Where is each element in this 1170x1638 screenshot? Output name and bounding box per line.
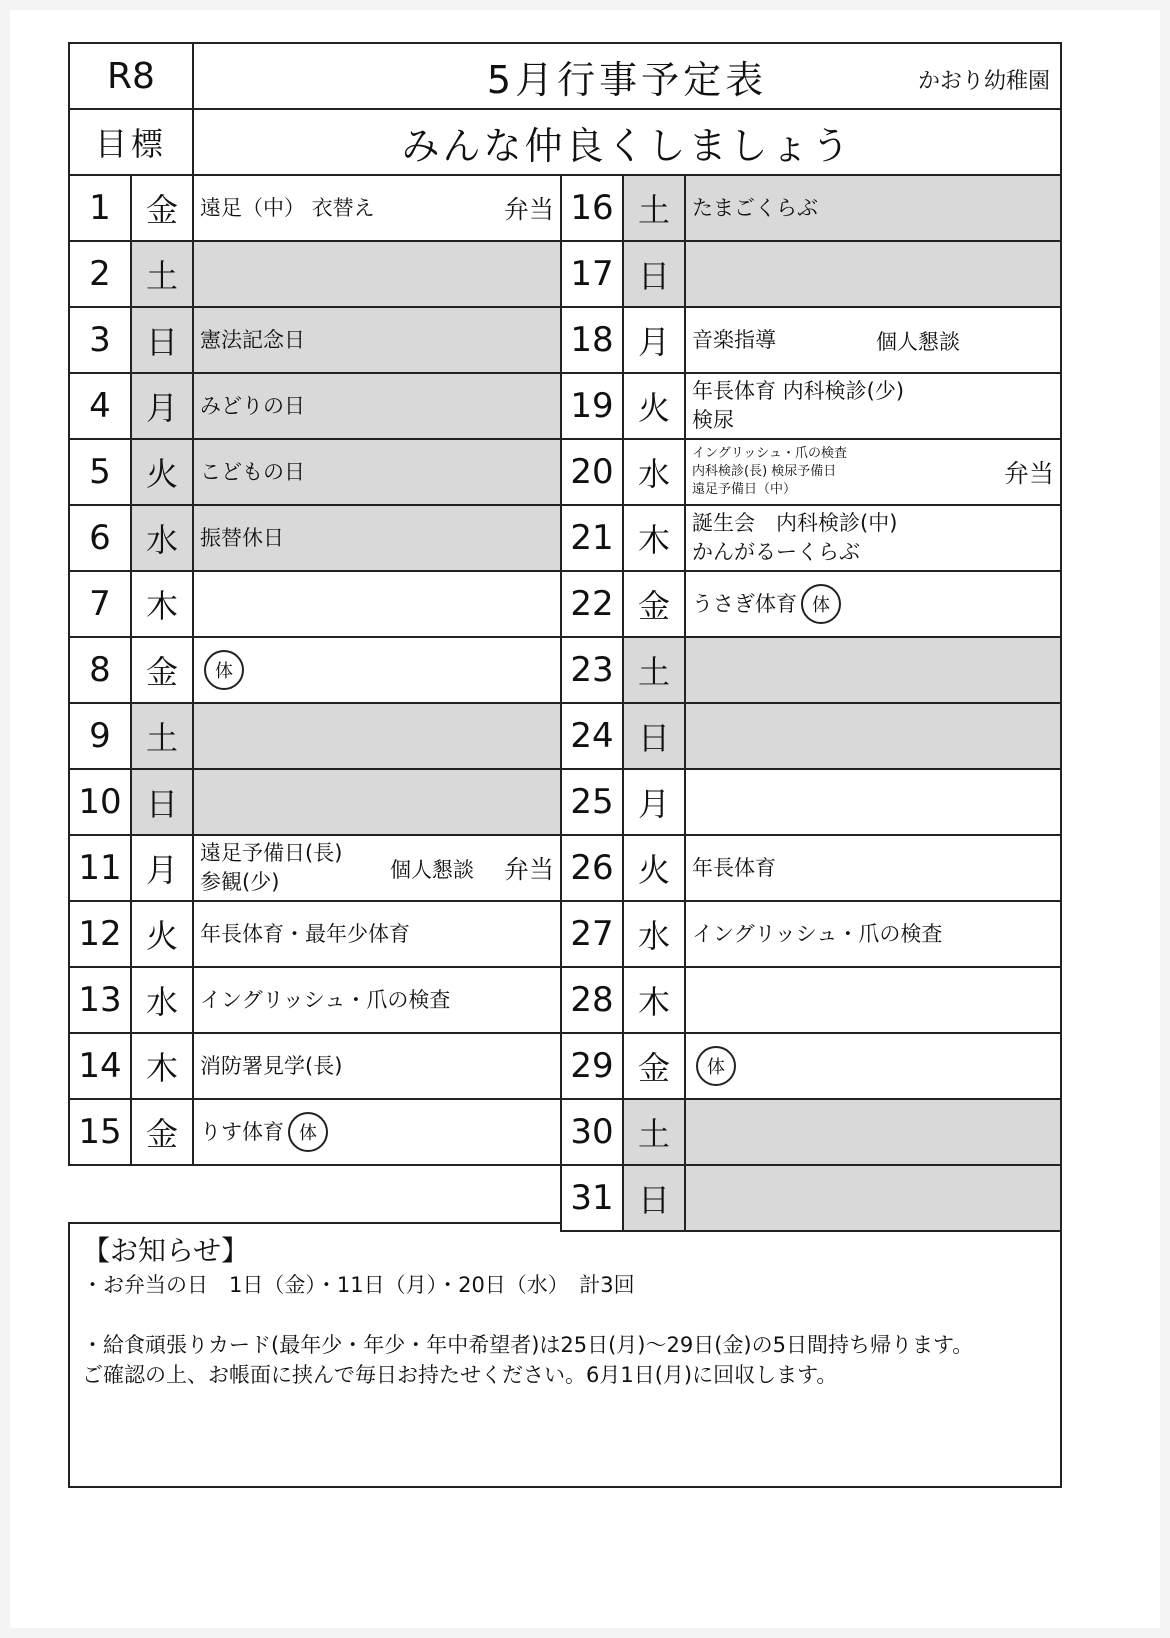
event-text: 年長体育・最年少体育	[200, 921, 410, 946]
weekday-cell	[622, 900, 686, 968]
weekday: 土	[145, 257, 178, 295]
weekday: 月	[145, 851, 178, 889]
day-number: 24	[570, 716, 614, 756]
page-title: 5月行事予定表	[486, 57, 768, 102]
event-line	[200, 986, 450, 1015]
event-line	[200, 194, 375, 223]
event-cell	[192, 174, 562, 242]
weekday: 土	[637, 191, 670, 229]
event-cell	[684, 504, 1062, 572]
day-number-cell	[560, 306, 624, 374]
weekday: 金	[637, 1049, 670, 1087]
weekday: 日	[637, 1181, 670, 1219]
day-number: 26	[570, 848, 614, 888]
weekday: 木	[637, 521, 670, 559]
event-line	[200, 839, 342, 868]
day-number: 19	[570, 386, 614, 426]
weekday: 金	[145, 653, 178, 691]
day-number-cell	[68, 504, 132, 572]
interview-label: 個人懇談	[390, 858, 474, 882]
event-line	[692, 377, 904, 406]
day-number: 27	[570, 914, 614, 954]
day-number: 21	[570, 518, 614, 558]
day-number-cell	[560, 768, 624, 836]
event-content	[200, 326, 305, 355]
event-text: りす体育	[200, 1119, 284, 1144]
day-number-cell	[560, 1032, 624, 1100]
day-number: 17	[570, 254, 614, 294]
day-number-cell	[68, 768, 132, 836]
event-text-2: かんがるーくらぶ	[692, 540, 860, 564]
day-number-cell	[68, 702, 132, 770]
event-line	[200, 392, 305, 421]
goal-text: みんな仲良くしましょう	[192, 108, 1062, 176]
event-text: イングリッシュ・爪の検査	[200, 987, 451, 1012]
event-text: 誕生会 内科検診(中)	[692, 511, 898, 535]
event-cell	[684, 768, 1062, 836]
weekday-cell	[622, 372, 686, 440]
event-cell	[684, 1032, 1062, 1100]
event-cell	[684, 438, 1062, 506]
event-cell	[684, 900, 1062, 968]
day-number-cell	[68, 240, 132, 308]
event-small-1: イングリッシュ・爪の検査	[692, 446, 847, 461]
event-content	[200, 986, 450, 1015]
day-number: 8	[89, 650, 111, 690]
weekday-cell	[130, 636, 194, 704]
event-cell	[684, 174, 1062, 242]
lunch-label: 弁当	[503, 195, 554, 224]
event-cell	[192, 1032, 562, 1100]
notice-line-3: ご確認の上、お帳面に挟んで毎日お持たせください。6月1日(月)に回収します。	[82, 1363, 838, 1387]
weekday: 木	[145, 1049, 178, 1087]
event-cell	[684, 1164, 1062, 1232]
day-number: 22	[570, 584, 614, 624]
event-cell	[192, 834, 562, 902]
day-number: 9	[89, 716, 111, 756]
event-cell	[192, 240, 562, 308]
notice-line-2: ・給食頑張りカード(最年少・年少・年中希望者)は25日(月)〜29日(金)の5日間持ち帰ります。	[82, 1333, 974, 1357]
event-cell	[684, 966, 1062, 1034]
day-number: 12	[78, 914, 122, 954]
weekday: 月	[637, 323, 670, 361]
weekday-cell	[622, 438, 686, 506]
day-number-cell	[560, 900, 624, 968]
event-text-2: 検尿	[692, 408, 734, 432]
day-number: 10	[78, 782, 122, 822]
event-text: みどりの日	[200, 393, 305, 418]
day-number-cell	[560, 570, 624, 638]
weekday: 金	[145, 191, 178, 229]
day-number: 4	[89, 386, 111, 426]
weekday: 月	[145, 389, 178, 427]
goal-label: 目標	[68, 108, 194, 176]
day-number-cell	[68, 570, 132, 638]
weekday: 水	[145, 521, 178, 559]
event-line	[692, 1046, 736, 1086]
day-number: 3	[89, 320, 111, 360]
day-number-cell	[68, 372, 132, 440]
event-line	[200, 920, 410, 949]
day-number: 6	[89, 518, 111, 558]
year-label: R8	[68, 42, 194, 110]
day-number-cell	[560, 438, 624, 506]
day-number: 28	[570, 980, 614, 1020]
weekday: 金	[637, 587, 670, 625]
event-line	[692, 326, 776, 355]
event-content	[692, 920, 942, 949]
event-line	[200, 1052, 342, 1081]
event-content	[692, 326, 776, 355]
weekday-cell	[130, 174, 194, 242]
weekday: 日	[145, 785, 178, 823]
weekday-cell	[130, 240, 194, 308]
weekday: 日	[637, 257, 670, 295]
event-small-2: 内科検診(長) 検尿予備日	[692, 464, 837, 479]
weekday: 月	[637, 785, 670, 823]
day-number: 29	[570, 1046, 614, 1086]
day-number-cell	[560, 174, 624, 242]
event-content	[200, 392, 305, 421]
event-text: 振替休日	[200, 525, 284, 550]
notice-line-1: ・お弁当の日 1日（金）・11日（月）・20日（水） 計3回	[82, 1273, 635, 1297]
event-small-3: 遠足予備日（中）	[692, 482, 797, 497]
weekday-cell	[622, 306, 686, 374]
event-cell	[192, 900, 562, 968]
event-content	[200, 920, 410, 949]
event-content	[200, 839, 342, 897]
day-number-cell	[68, 834, 132, 902]
day-number-cell	[68, 438, 132, 506]
event-cell	[192, 702, 562, 770]
weekday-cell	[622, 570, 686, 638]
event-cell	[192, 636, 562, 704]
weekday-cell	[130, 1032, 194, 1100]
event-line	[200, 1112, 328, 1152]
day-number: 14	[78, 1046, 122, 1086]
event-cell	[684, 636, 1062, 704]
weekday-cell	[622, 966, 686, 1034]
weekday: 日	[145, 323, 178, 361]
day-number: 2	[89, 254, 111, 294]
event-cell	[684, 1098, 1062, 1166]
day-number: 7	[89, 584, 111, 624]
event-line	[692, 920, 942, 949]
event-cell	[192, 966, 562, 1034]
day-number: 31	[570, 1178, 614, 1218]
day-number-cell	[68, 900, 132, 968]
event-cell	[192, 306, 562, 374]
weekday-cell	[622, 174, 686, 242]
weekday-cell	[622, 1098, 686, 1166]
weekday-cell	[130, 900, 194, 968]
weekday-cell	[622, 768, 686, 836]
weekday-cell	[130, 1098, 194, 1166]
weekday-cell	[622, 1032, 686, 1100]
weekday: 金	[145, 1115, 178, 1153]
event-line	[692, 854, 776, 883]
day-number-cell	[68, 966, 132, 1034]
notice-box	[68, 1222, 1062, 1488]
weekday: 水	[637, 917, 670, 955]
gym-badge: 体	[204, 650, 244, 690]
weekday-cell	[622, 504, 686, 572]
weekday: 火	[637, 389, 670, 427]
day-number-cell	[560, 504, 624, 572]
interview-label: 個人懇談	[876, 330, 960, 354]
weekday: 水	[145, 983, 178, 1021]
event-text: イングリッシュ・爪の検査	[692, 921, 943, 946]
event-content	[692, 194, 818, 223]
event-text: うさぎ体育	[692, 591, 797, 616]
title-cell	[192, 42, 1062, 110]
event-text: たまごくらぶ	[692, 195, 818, 220]
day-number: 23	[570, 650, 614, 690]
day-number-cell	[68, 1098, 132, 1166]
weekday-cell	[130, 504, 194, 572]
event-content	[692, 584, 841, 624]
day-number-cell	[560, 834, 624, 902]
weekday: 木	[145, 587, 178, 625]
event-cell	[684, 306, 1062, 374]
event-cell	[684, 372, 1062, 440]
event-content	[200, 1112, 328, 1152]
event-text: 遠足予備日(長)	[200, 841, 343, 865]
day-number-cell	[560, 1164, 624, 1232]
day-number: 16	[570, 188, 614, 228]
event-text: こどもの日	[200, 459, 305, 484]
day-number-cell	[68, 306, 132, 374]
event-text: 遠足（中） 衣替え	[200, 195, 375, 220]
event-cell	[192, 768, 562, 836]
event-line	[200, 650, 244, 690]
weekday: 火	[637, 851, 670, 889]
weekday: 土	[637, 653, 670, 691]
event-content	[200, 650, 244, 690]
day-number: 11	[78, 848, 122, 888]
event-cell	[192, 504, 562, 572]
school-name: かおり幼稚園	[917, 69, 1050, 94]
day-number-cell	[560, 702, 624, 770]
weekday: 土	[145, 719, 178, 757]
event-cell	[684, 240, 1062, 308]
day-number-cell	[560, 966, 624, 1034]
weekday-cell	[130, 834, 194, 902]
event-line	[692, 194, 818, 223]
weekday-cell	[622, 636, 686, 704]
day-number: 20	[570, 452, 614, 492]
event-content	[692, 1046, 736, 1086]
weekday-cell	[130, 372, 194, 440]
day-number: 1	[89, 188, 111, 228]
gym-badge: 体	[801, 584, 841, 624]
day-number-cell	[560, 372, 624, 440]
weekday-cell	[130, 438, 194, 506]
event-cell	[684, 570, 1062, 638]
weekday-cell	[130, 768, 194, 836]
weekday-cell	[622, 1164, 686, 1232]
event-content	[692, 854, 776, 883]
event-text: 消防署見学(長)	[200, 1053, 343, 1078]
event-cell	[684, 834, 1062, 902]
event-content	[692, 509, 897, 567]
event-text: 音楽指導	[692, 327, 776, 352]
day-number-cell	[68, 174, 132, 242]
weekday: 木	[637, 983, 670, 1021]
day-number: 13	[78, 980, 122, 1020]
day-number: 5	[89, 452, 111, 492]
event-line	[692, 584, 841, 624]
day-number: 15	[78, 1112, 122, 1152]
event-cell	[192, 1098, 562, 1166]
weekday: 火	[145, 455, 178, 493]
event-text-2: 参観(少)	[200, 870, 280, 894]
event-content	[200, 194, 375, 223]
lunch-label: 弁当	[1003, 459, 1054, 488]
event-line	[200, 524, 284, 553]
weekday-cell	[622, 702, 686, 770]
event-text: 憲法記念日	[200, 327, 305, 352]
event-cell	[192, 372, 562, 440]
gym-badge: 体	[696, 1046, 736, 1086]
day-number-cell	[560, 240, 624, 308]
event-content	[692, 445, 847, 499]
schedule-sheet	[10, 10, 1160, 1628]
weekday-cell	[130, 306, 194, 374]
weekday-cell	[130, 570, 194, 638]
event-text: 年長体育	[692, 855, 776, 880]
weekday-cell	[130, 966, 194, 1034]
notice-title: 【お知らせ】	[82, 1234, 250, 1267]
day-number-cell	[560, 1098, 624, 1166]
event-line	[692, 509, 897, 538]
weekday: 土	[637, 1115, 670, 1153]
event-cell	[684, 702, 1062, 770]
day-number-cell	[68, 636, 132, 704]
event-line	[200, 326, 305, 355]
day-number: 30	[570, 1112, 614, 1152]
weekday: 日	[637, 719, 670, 757]
day-number-cell	[68, 1032, 132, 1100]
event-cell	[192, 570, 562, 638]
event-cell	[192, 438, 562, 506]
event-content	[200, 1052, 342, 1081]
day-number: 25	[570, 782, 614, 822]
day-number-cell	[560, 636, 624, 704]
event-line	[200, 458, 305, 487]
day-number: 18	[570, 320, 614, 360]
gym-badge: 体	[288, 1112, 328, 1152]
event-content	[692, 377, 904, 435]
lunch-label: 弁当	[503, 855, 554, 884]
event-text: 年長体育 内科検診(少)	[692, 379, 905, 403]
event-content	[200, 524, 284, 553]
weekday: 水	[637, 455, 670, 493]
weekday: 火	[145, 917, 178, 955]
weekday-cell	[622, 240, 686, 308]
weekday-cell	[622, 834, 686, 902]
event-content	[200, 458, 305, 487]
weekday-cell	[130, 702, 194, 770]
